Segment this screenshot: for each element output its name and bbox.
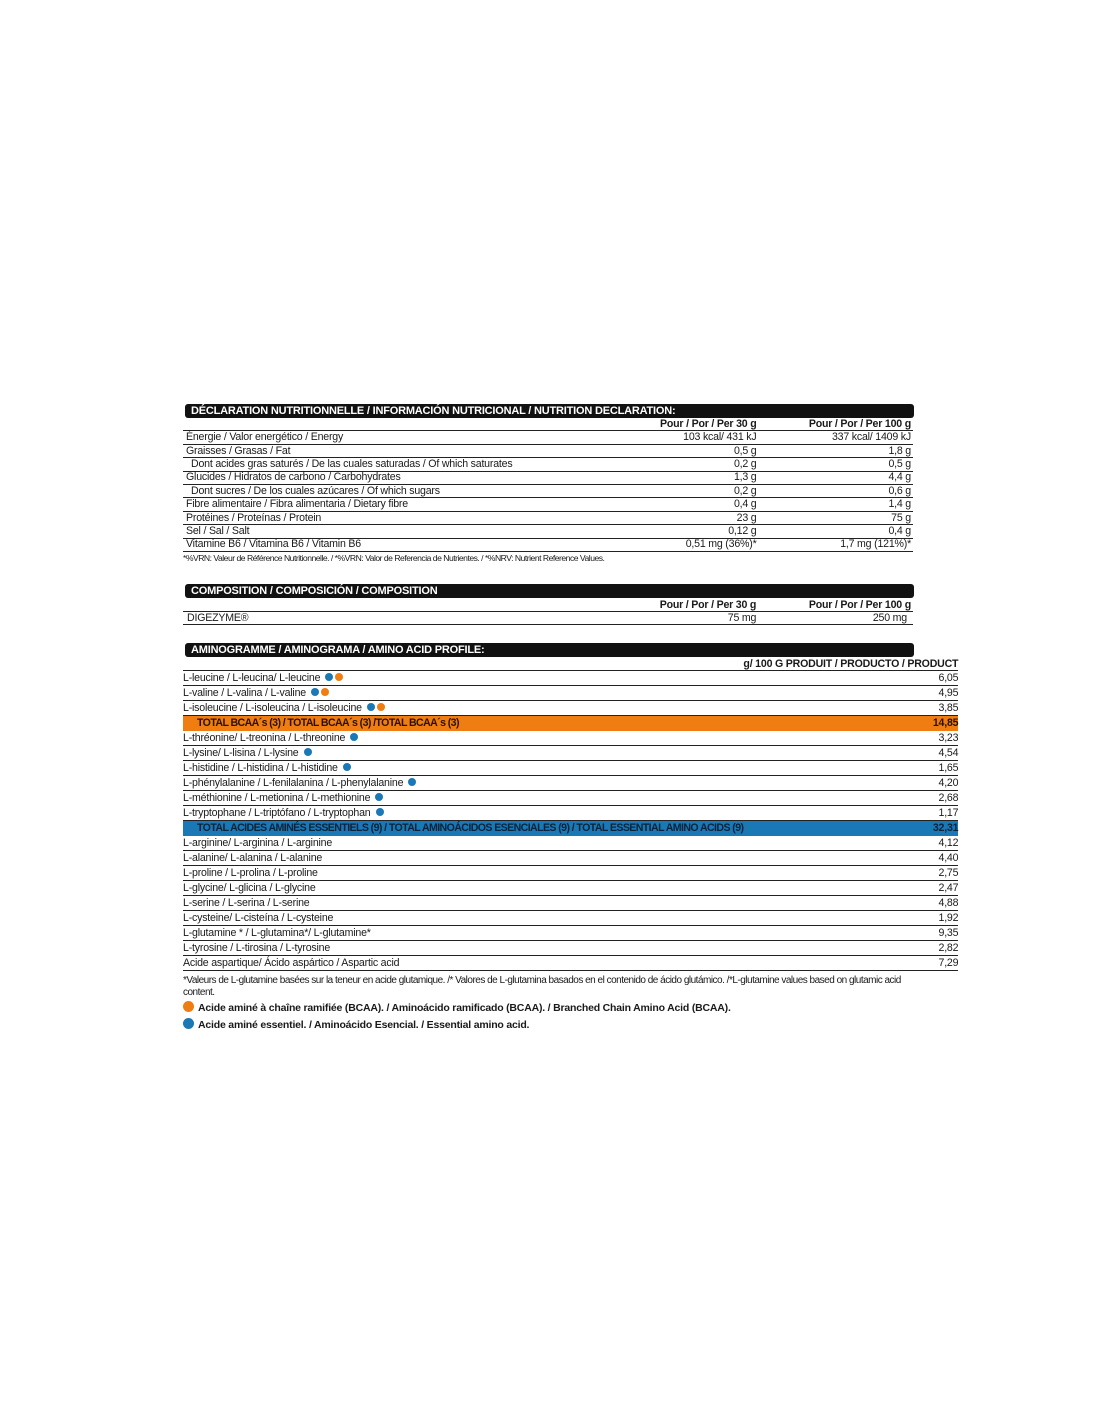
composition-label-column [183,598,621,612]
product-label-sheet [183,404,959,1033]
essential-dot-icon [343,763,351,771]
amino-column-headers [183,657,958,671]
amino-row [183,940,958,955]
amino-name: L-isoleucine / L-isoleucina / L-isoleucine [183,701,362,714]
nutrient-value-30g: 103 kcal/ 431 kJ [622,431,757,444]
amino-name-cell [183,805,743,820]
amino-row [183,835,958,850]
nutrient-value-100g: 1,8 g [757,444,914,457]
bcaa-dot-icon [335,673,343,681]
nutrition-col-per-30g: Pour / Por / Per 30 g [622,418,757,431]
legend-text: Acide aminé essentiel. / Aminoácido Esencial. / Essential amino acid. [198,1018,530,1031]
amino-table [183,657,958,971]
amino-name: L-phénylalanine / L-fenilalanina / L-phenylalanine [183,776,404,789]
nutrient-value-100g: 1,4 g [757,498,914,511]
essential-dot-icon [408,778,416,786]
amino-value: 6,05 [743,670,958,685]
amino-row [183,910,958,925]
amino-value: 4,88 [743,895,958,910]
nutrition-row [183,444,913,457]
amino-name-cell [183,775,743,790]
amino-name: TOTAL ACIDES AMINÉS ESSENTIELS (9) / TOTAL AMINOÁCIDOS ESENCIALES (9) / TOTAL ESSENTIAL AMINO ACIDS (9) [197,821,744,834]
legend-dot-icon [183,1018,194,1029]
amino-name: L-tyrosine / L-tirosina / L-tyrosine [183,941,331,954]
amino-name: TOTAL BCAA´s (3) / TOTAL BCAA´s (3) /TOTAL BCAA´s (3) [197,716,459,729]
amino-name: L-arginine/ L-arginina / L-arginine [183,836,333,849]
amino-row [183,790,958,805]
ingredient-name: DIGEZYME® [183,611,621,624]
nutrient-value-30g: 0,5 g [622,444,757,457]
legend-text: Acide aminé à chaîne ramifiée (BCAA). / Aminoácido ramificado (BCAA). / Branched Chain Amino Acid (BCAA). [198,1001,731,1014]
amino-value: 2,82 [743,940,958,955]
amino-row [183,805,958,820]
amino-value: 2,47 [743,880,958,895]
nutrient-name: Énergie / Valor energético / Energy [183,431,622,444]
nutrient-name: Glucides / Hidratos de carbono / Carbohydrates [183,471,622,484]
amino-col-per-100g: g/ 100 G PRODUIT / PRODUCTO / PRODUCT [743,657,959,670]
composition-column-headers [183,598,913,612]
amino-row [183,895,958,910]
amino-row [183,850,958,865]
composition-row [183,611,913,624]
nutrient-value-100g: 4,4 g [757,471,914,484]
amino-name: Acide aspartique/ Ácido aspártico / Aspartic acid [183,956,400,969]
amino-name: L-thréonine/ L-treonina / L-threonine [183,731,346,744]
amino-name: L-serine / L-serina / L-serine [183,896,310,909]
nutrition-row [183,498,913,511]
amino-name-cell [183,910,743,925]
nutrient-value-30g: 1,3 g [622,471,757,484]
nutrient-value-100g: 1,7 mg (121%)* [757,538,914,551]
nutrition-label-column [183,418,622,431]
amino-value: 1,92 [743,910,958,925]
amino-name-cell [183,940,743,955]
nutrient-value-100g: 0,5 g [757,458,914,471]
amino-name: L-proline / L-prolina / L-proline [183,866,318,879]
amino-value: 1,65 [743,760,958,775]
nutrient-value-30g: 0,51 mg (36%)* [622,538,757,551]
amino-name: L-tryptophane / L-triptófano / L-tryptophan [183,806,371,819]
amino-rows [183,670,958,970]
amino-value: 2,75 [743,865,958,880]
nutrient-value-100g: 75 g [757,511,914,524]
amino-name-cell [183,850,743,865]
amino-name-cell [183,880,743,895]
amino-row [183,775,958,790]
amino-label-column [183,657,743,671]
composition-col-per-30g: Pour / Por / Per 30 g [621,598,756,612]
nutrient-name: Dont sucres / De los cuales azúcares / Of which sugars [183,484,622,497]
amino-name-cell [183,715,743,730]
legend-item [183,1001,913,1016]
essential-dot-icon [350,733,358,741]
nutrition-footnote: *%VRN: Valeur de Référence Nutritionnelle. / *%VRN: Valor de Referencia de Nutrientes. / *%NRV: Nutrient Reference Values. [183,552,605,563]
amino-value: 9,35 [743,925,958,940]
amino-row [183,865,958,880]
amino-name: L-histidine / L-histidina / L-histidine [183,761,338,774]
nutrition-rows [183,431,913,552]
amino-header-bar: AMINOGRAMME / AMINOGRAMA / AMINO ACID PROFILE: [185,643,914,657]
amino-name: L-glycine/ L-glicina / L-glycine [183,881,316,894]
nutrient-name: Graisses / Grasas / Fat [183,444,622,457]
amino-row [183,745,958,760]
nutrient-name: Fibre alimentaire / Fibra alimentaria / Dietary fibre [183,498,622,511]
amino-row [183,685,958,700]
nutrient-name: Vitamine B6 / Vitamina B6 / Vitamin B6 [183,538,622,551]
amino-row [183,730,958,745]
composition-table [183,598,913,625]
amino-name-cell [183,730,743,745]
nutrient-name: Protéines / Proteínas / Protein [183,511,622,524]
nutrition-col-per-100g: Pour / Por / Per 100 g [757,418,914,431]
amino-name-cell [183,835,743,850]
amino-name: L-leucine / L-leucina/ L-leucine [183,671,321,684]
amino-value: 3,85 [743,700,958,715]
composition-rows [183,611,913,624]
nutrition-row [183,511,913,524]
bcaa-dot-icon [377,703,385,711]
amino-name-cell [183,745,743,760]
total-bcaa-row [183,715,958,730]
nutrient-name: Sel / Sal / Salt [183,525,622,538]
amino-value: 4,95 [743,685,958,700]
amino-name: L-valine / L-valina / L-valine [183,686,306,699]
amino-value: 4,54 [743,745,958,760]
dot-legend [183,1001,913,1033]
amino-value: 4,40 [743,850,958,865]
essential-dot-icon [376,808,384,816]
amino-name-cell [183,790,743,805]
nutrient-name: Dont acides gras saturés / De las cuales saturadas / Of which saturates [183,458,622,471]
legend-item [183,1018,913,1033]
essential-dot-icon [375,793,383,801]
amino-value: 7,29 [743,955,958,970]
nutrition-row [183,484,913,497]
amino-row [183,880,958,895]
nutrient-value-30g: 0,12 g [622,525,757,538]
essential-dot-icon [325,673,333,681]
amino-name-cell [183,895,743,910]
nutrient-value-30g: 0,4 g [622,498,757,511]
nutrient-value-30g: 0,2 g [622,484,757,497]
nutrition-column-headers [183,418,913,431]
amino-value: 1,17 [743,805,958,820]
nutrition-table [183,418,913,552]
essential-dot-icon [311,688,319,696]
essential-dot-icon [304,748,312,756]
amino-value: 3,23 [743,730,958,745]
amino-name-cell [183,685,743,700]
amino-name: L-méthionine / L-metionina / L-methionine [183,791,371,804]
ingredient-value-100g: 250 mg [756,611,913,624]
amino-name-cell [183,955,743,970]
composition-col-per-100g: Pour / Por / Per 100 g [756,598,913,612]
nutrient-value-30g: 0,2 g [622,458,757,471]
amino-name-cell [183,925,743,940]
amino-value: 4,20 [743,775,958,790]
essential-dot-icon [367,703,375,711]
ingredient-value-30g: 75 mg [621,611,756,624]
nutrition-row [183,431,913,444]
nutrient-value-100g: 337 kcal/ 1409 kJ [757,431,914,444]
amino-value: 4,12 [743,835,958,850]
nutrition-header-bar: DÉCLARATION NUTRITIONNELLE / INFORMACIÓN NUTRICIONAL / NUTRITION DECLARATION: [185,404,914,418]
amino-row [183,670,958,685]
nutrition-row [183,525,913,538]
composition-header-bar: COMPOSITION / COMPOSICIÓN / COMPOSITION [185,584,914,598]
amino-value: 32,31 [743,820,958,835]
legend-dot-icon [183,1001,194,1012]
amino-name: L-lysine/ L-lisina / L-lysine [183,746,299,759]
amino-row [183,700,958,715]
nutrition-row [183,471,913,484]
amino-value: 14,85 [743,715,958,730]
amino-value: 2,68 [743,790,958,805]
amino-name-cell [183,865,743,880]
amino-name-cell [183,670,743,685]
nutrition-row [183,458,913,471]
amino-name: L-alanine/ L-alanina / L-alanine [183,851,323,864]
nutrient-value-30g: 23 g [622,511,757,524]
amino-row [183,925,958,940]
amino-name-cell [183,820,743,835]
nutrient-value-100g: 0,6 g [757,484,914,497]
glutamine-note: *Valeurs de L-glutamine basées sur la teneur en acide glutamique. /* Valores de L-glutamina basados en el contenido de ácido glutámico. /*L-glutamine values based on glutamic acid content. [183,974,901,998]
amino-row [183,955,958,970]
nutrient-value-100g: 0,4 g [757,525,914,538]
bcaa-dot-icon [321,688,329,696]
amino-name-cell [183,760,743,775]
amino-name-cell [183,700,743,715]
total-eaa-row [183,820,958,835]
amino-name: L-cysteine/ L-cisteína / L-cysteine [183,911,334,924]
amino-name: L-glutamine * / L-glutamina*/ L-glutamine* [183,926,371,939]
amino-row [183,760,958,775]
nutrition-row [183,538,913,551]
